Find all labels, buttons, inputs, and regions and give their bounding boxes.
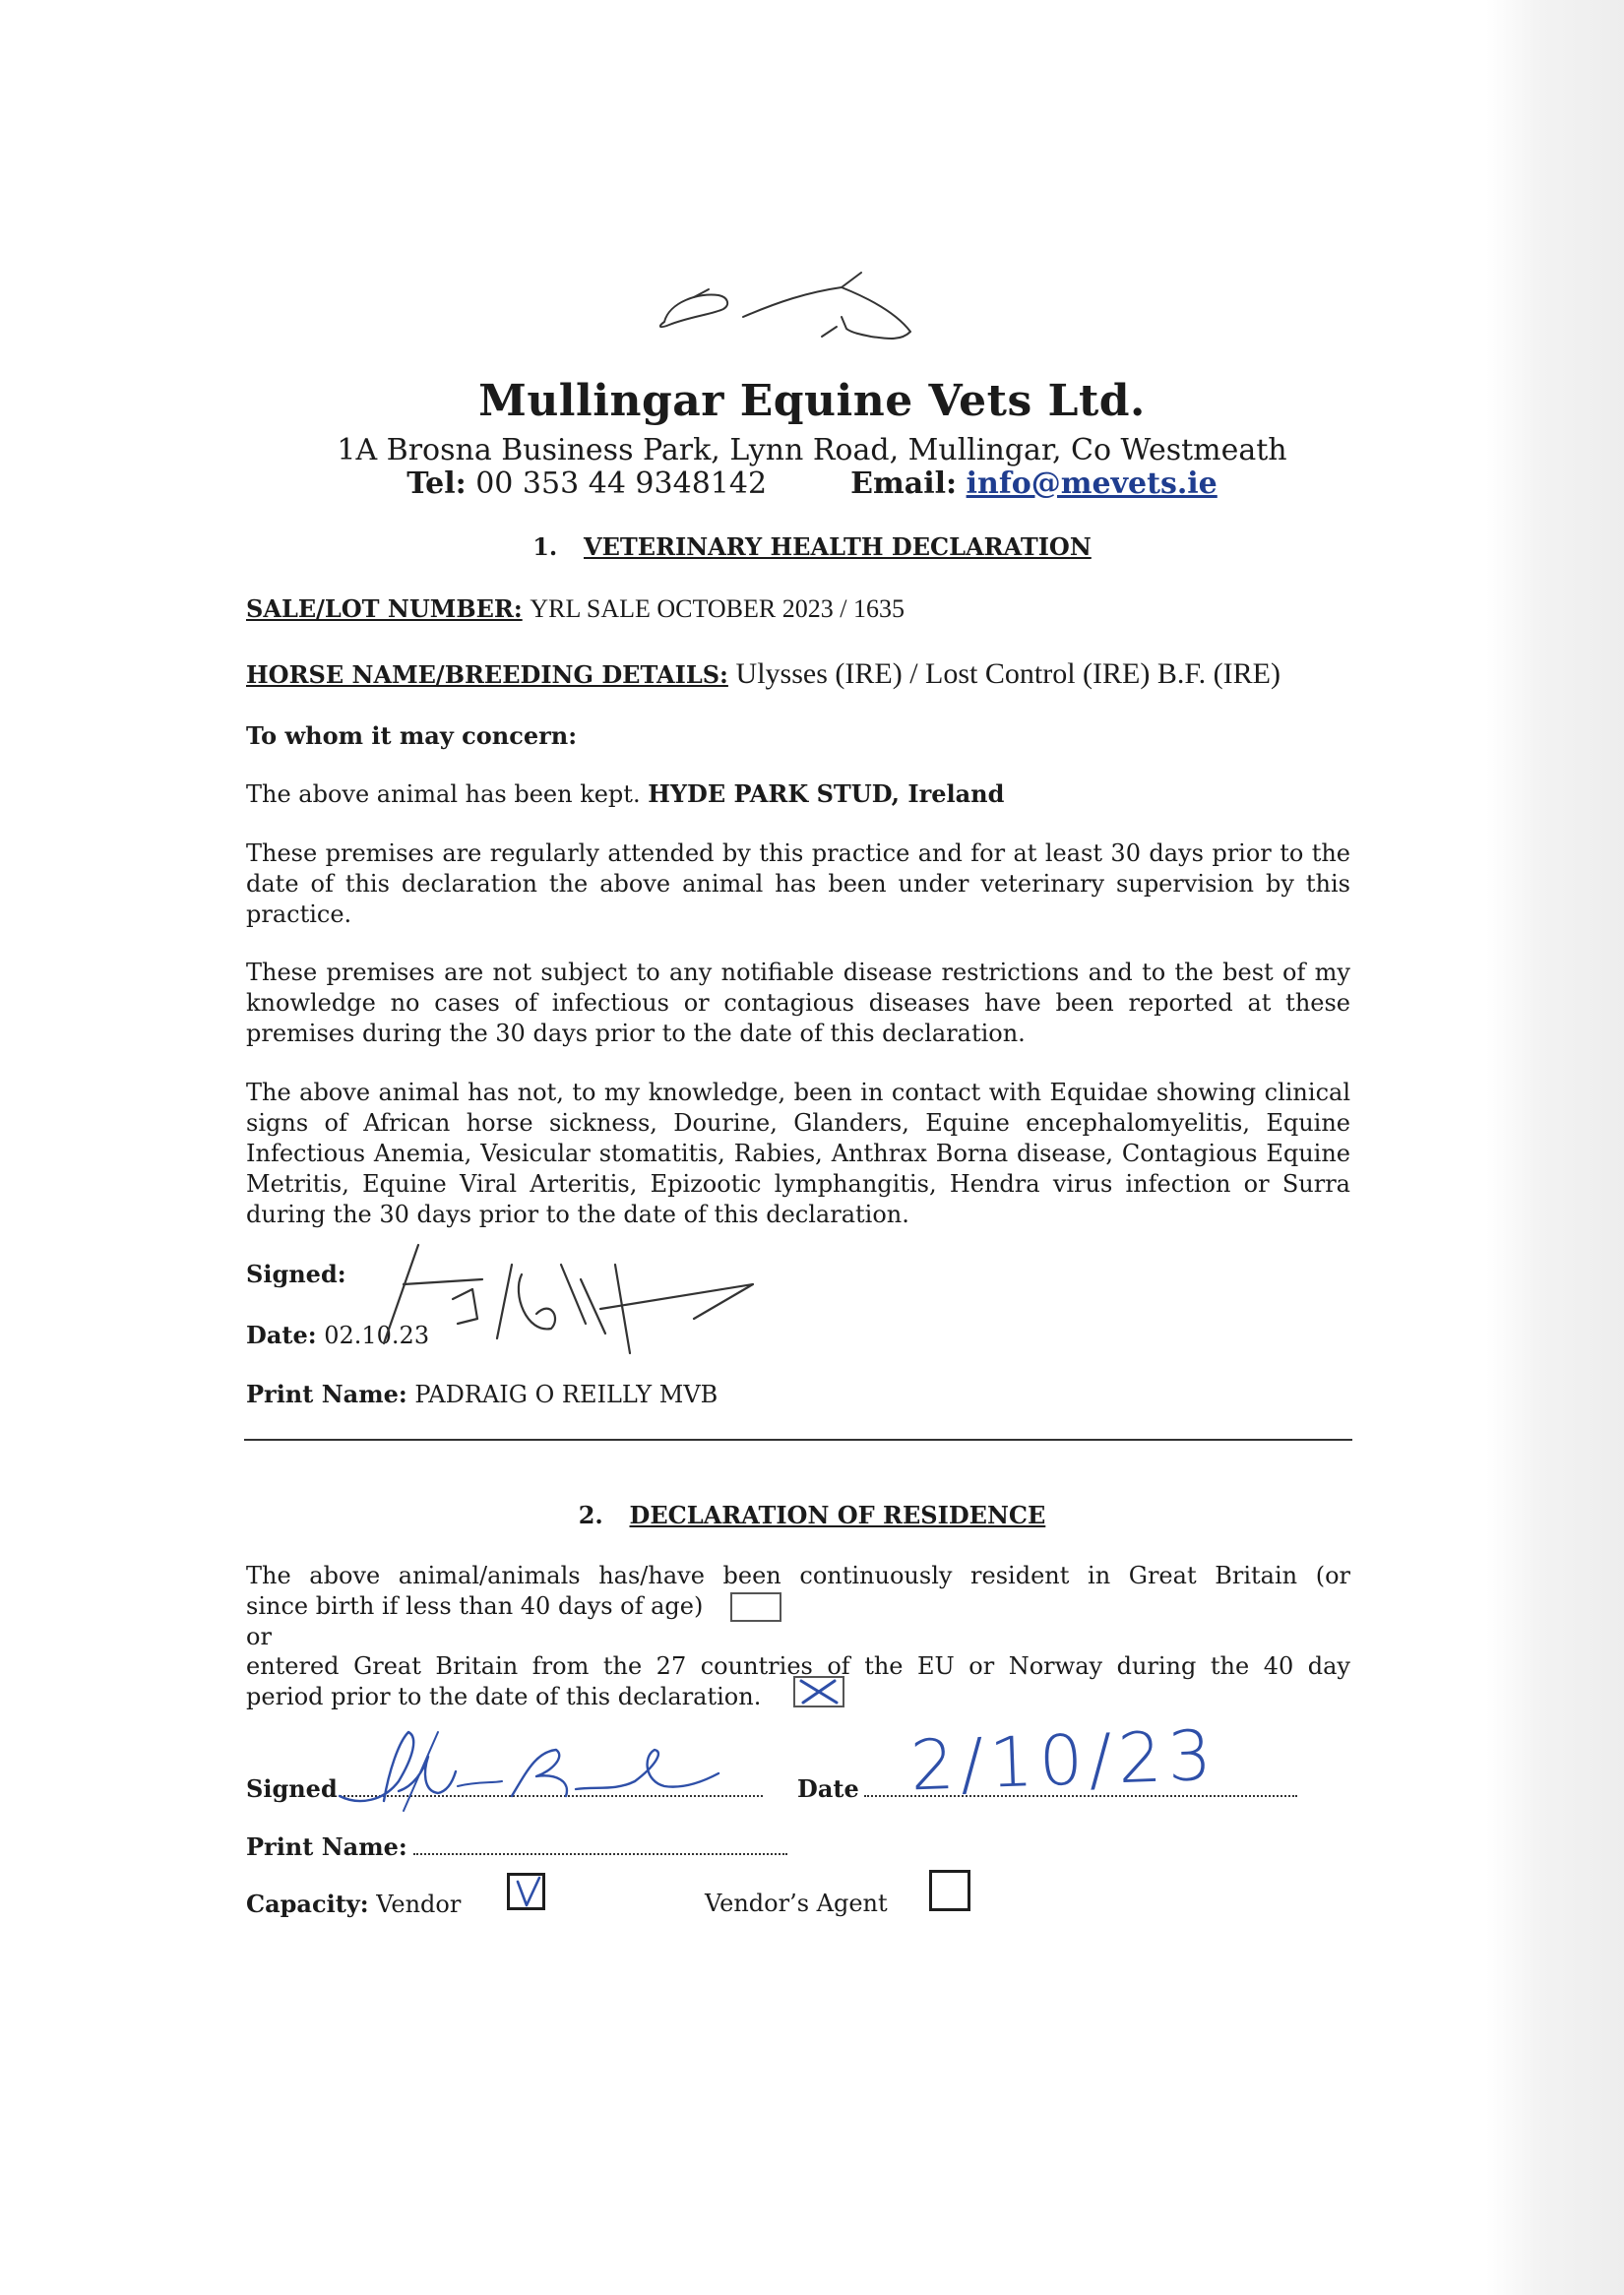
vendor-option-label: Vendor <box>376 1891 462 1918</box>
vet-print-name-value: PADRAIG O REILLY MVB <box>414 1381 718 1408</box>
vendor-print-name-line[interactable] <box>413 1853 787 1855</box>
horse-line <box>246 657 1280 691</box>
vet-print-name-label: Print Name: <box>246 1380 407 1408</box>
residence-line-2: since birth if less than 40 days of age) <box>246 1592 704 1620</box>
section-1-number: 1. <box>532 532 558 561</box>
email-link[interactable]: info@mevets.ie <box>966 466 1218 501</box>
checkbox-cross-icon <box>795 1678 843 1706</box>
greeting: To whom it may concern: <box>246 721 578 750</box>
section-2-number: 2. <box>578 1501 603 1529</box>
company-name: Mullingar Equine Vets Ltd. <box>478 376 1146 426</box>
horse-label: HORSE NAME/BREEDING DETAILS: <box>246 660 728 689</box>
checkbox-tick-icon <box>510 1876 543 1909</box>
vet-signed-label: Signed: <box>246 1260 346 1288</box>
handwritten-date: 2/10/23 <box>908 1714 1219 1807</box>
section-divider <box>244 1439 1352 1441</box>
vet-signature-icon <box>364 1225 768 1373</box>
vendor-agent-option-label: Vendor’s Agent <box>705 1890 888 1917</box>
kept-place: HYDE PARK STUD, Ireland <box>648 779 1005 808</box>
tel-number: 00 353 44 9348142 <box>475 466 768 501</box>
company-address: 1A Brosna Business Park, Lynn Road, Mullingar, Co Westmeath <box>337 433 1287 467</box>
vendor-signed-label: Signed <box>246 1774 338 1803</box>
residence-line-3: entered Great Britain from the 27 countries of the EU or Norway during the 40 day <box>246 1652 1350 1680</box>
vet-print-name-line <box>246 1380 718 1408</box>
entered-from-eu-checkbox[interactable] <box>793 1676 844 1707</box>
restrictions-paragraph: These premises are not subject to any notifiable disease restrictions and to the best of my knowledge no cases of infectious or contagious diseases have been reported at these premises during the 30 days prior to the date of this declaration. <box>246 959 1350 1047</box>
tel-label: Tel: <box>406 466 467 501</box>
section-2-title <box>0 1501 1624 1529</box>
or-label: or <box>246 1623 272 1650</box>
continuous-residence-checkbox[interactable] <box>730 1592 781 1622</box>
email-label: Email: <box>850 466 958 501</box>
sale-lot-line <box>246 594 905 624</box>
residence-line-1: The above animal/animals has/have been continuously resident in Great Britain (or <box>246 1562 1350 1589</box>
horse-heads-logo-icon <box>650 258 935 356</box>
scan-edge-shadow <box>1486 0 1624 2295</box>
contact-line <box>0 466 1624 501</box>
sale-lot-label: SALE/LOT NUMBER: <box>246 594 523 623</box>
vendor-print-name-label: Print Name: <box>246 1832 407 1861</box>
vendor-signature-icon <box>330 1712 782 1821</box>
vendor-date-label: Date <box>797 1774 859 1803</box>
sale-lot-value: YRL SALE OCTOBER 2023 / 1635 <box>530 594 905 623</box>
vet-date-label: Date: <box>246 1321 317 1349</box>
section-2-heading: DECLARATION OF RESIDENCE <box>629 1501 1046 1529</box>
kept-text: The above animal has been kept. <box>246 780 641 808</box>
vet-date-value: 02.10.23 <box>324 1322 430 1349</box>
supervision-paragraph: These premises are regularly attended by this practice and for at least 30 days prior to the date of this declaration the above animal has been under veterinary supervision by this practice. <box>246 839 1350 928</box>
contact-paragraph: The above animal has not, to my knowledge, been in contact with Equidae showing clinical signs of African horse sickness, Dourine, Glanders, Equine encephalomyelitis, Equine Infectious Anemia, Vesicular stomatitis, Rabies, Anthrax Borna disease, Contagious Equine Metritis, Equine Viral Arteritis, Epizootic lymphangitis, Hendra virus infection or Surra during the 30 days prior to the date of this declaration. <box>246 1079 1350 1228</box>
capacity-line <box>246 1890 461 1918</box>
section-1-title <box>0 532 1624 561</box>
vendor-agent-checkbox[interactable] <box>929 1870 970 1911</box>
kept-line <box>246 779 1004 808</box>
capacity-label: Capacity: <box>246 1890 369 1918</box>
horse-value: Ulysses (IRE) / Lost Control (IRE) B.F. (IRE) <box>735 657 1280 690</box>
residence-line-4: period prior to the date of this declaration. <box>246 1683 762 1710</box>
vendor-checkbox[interactable] <box>507 1873 545 1910</box>
section-1-heading: VETERINARY HEALTH DECLARATION <box>584 532 1092 561</box>
